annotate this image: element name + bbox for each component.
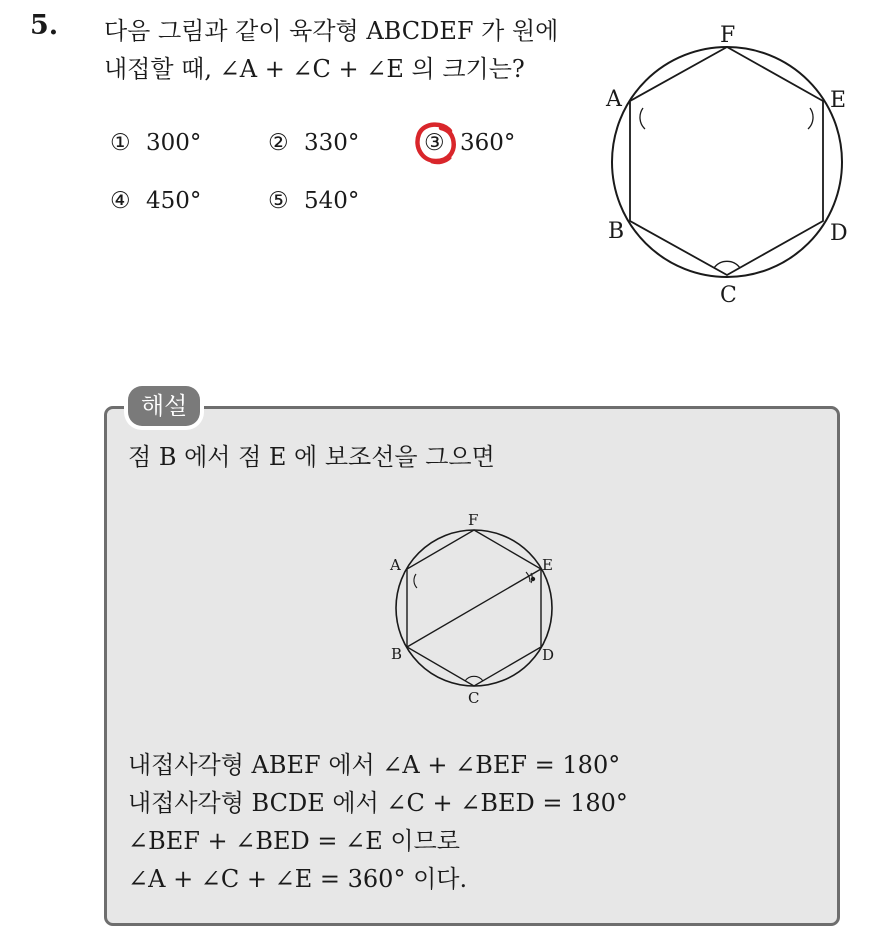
solution-intro: 점 B 에서 점 E 에 보조선을 그으면 bbox=[128, 443, 495, 471]
solution-label-f: F bbox=[468, 511, 479, 529]
solution-tag: 해설 bbox=[128, 386, 200, 426]
label-b: B bbox=[608, 219, 625, 244]
label-f: F bbox=[720, 23, 736, 48]
auxiliary-line-be bbox=[407, 569, 541, 647]
choice-3-mark: ③ bbox=[424, 130, 445, 156]
solution-line-1: 내접사각형 ABEF 에서 ∠A + ∠BEF = 180° bbox=[128, 751, 621, 779]
question-stem-line-1: 다음 그림과 같이 육각형 ABCDEF 가 원에 bbox=[104, 17, 559, 45]
angle-c-arc bbox=[714, 261, 740, 268]
solution-angle-a-arc bbox=[414, 574, 417, 588]
circumcircle bbox=[612, 47, 842, 277]
solution-lines bbox=[128, 746, 628, 898]
question-number: 5. bbox=[30, 10, 59, 41]
solution-label-e: E bbox=[542, 556, 553, 574]
solution-figure bbox=[380, 510, 570, 710]
angle-a-arc bbox=[640, 108, 645, 129]
choice-2-value: 330° bbox=[304, 130, 360, 156]
question-stem bbox=[104, 12, 604, 88]
choice-2-mark: ② bbox=[268, 130, 289, 156]
choice-4-value: 450° bbox=[146, 188, 202, 214]
choice-4-mark: ④ bbox=[110, 188, 131, 214]
label-e: E bbox=[830, 88, 847, 113]
choice-5-value: 540° bbox=[304, 188, 360, 214]
choice-1-value: 300° bbox=[146, 130, 202, 156]
choice-5-mark: ⑤ bbox=[268, 188, 289, 214]
label-d: D bbox=[830, 221, 848, 246]
solution-label-b: B bbox=[391, 645, 403, 663]
angle-e-arc bbox=[808, 108, 813, 129]
solution-label-a: A bbox=[390, 556, 401, 574]
choice-3-value: 360° bbox=[460, 130, 516, 156]
solution-line-3: ∠BEF + ∠BED = ∠E 이므로 bbox=[128, 827, 460, 855]
solution-angle-c-arc bbox=[465, 676, 483, 681]
choice-5[interactable] bbox=[268, 186, 359, 216]
hexagon bbox=[630, 47, 823, 275]
selected-answer-circle-icon bbox=[410, 118, 460, 168]
choice-4[interactable] bbox=[110, 186, 201, 216]
choice-2[interactable] bbox=[268, 128, 359, 158]
choice-1[interactable] bbox=[110, 128, 201, 158]
solution-angle-e-dot bbox=[531, 577, 535, 581]
question-stem-line-2: 내접할 때, ∠A + ∠C + ∠E 의 크기는? bbox=[104, 55, 525, 83]
hexagon-in-circle-figure bbox=[596, 16, 866, 316]
label-c: C bbox=[720, 283, 737, 308]
solution-label-c: C bbox=[468, 689, 480, 707]
label-a: A bbox=[606, 87, 622, 112]
solution-line-4: ∠A + ∠C + ∠E = 360° 이다. bbox=[128, 865, 468, 893]
choice-1-mark: ① bbox=[110, 130, 131, 156]
solution-line-2: 내접사각형 BCDE 에서 ∠C + ∠BED = 180° bbox=[128, 789, 628, 817]
solution-label-d: D bbox=[542, 646, 555, 664]
